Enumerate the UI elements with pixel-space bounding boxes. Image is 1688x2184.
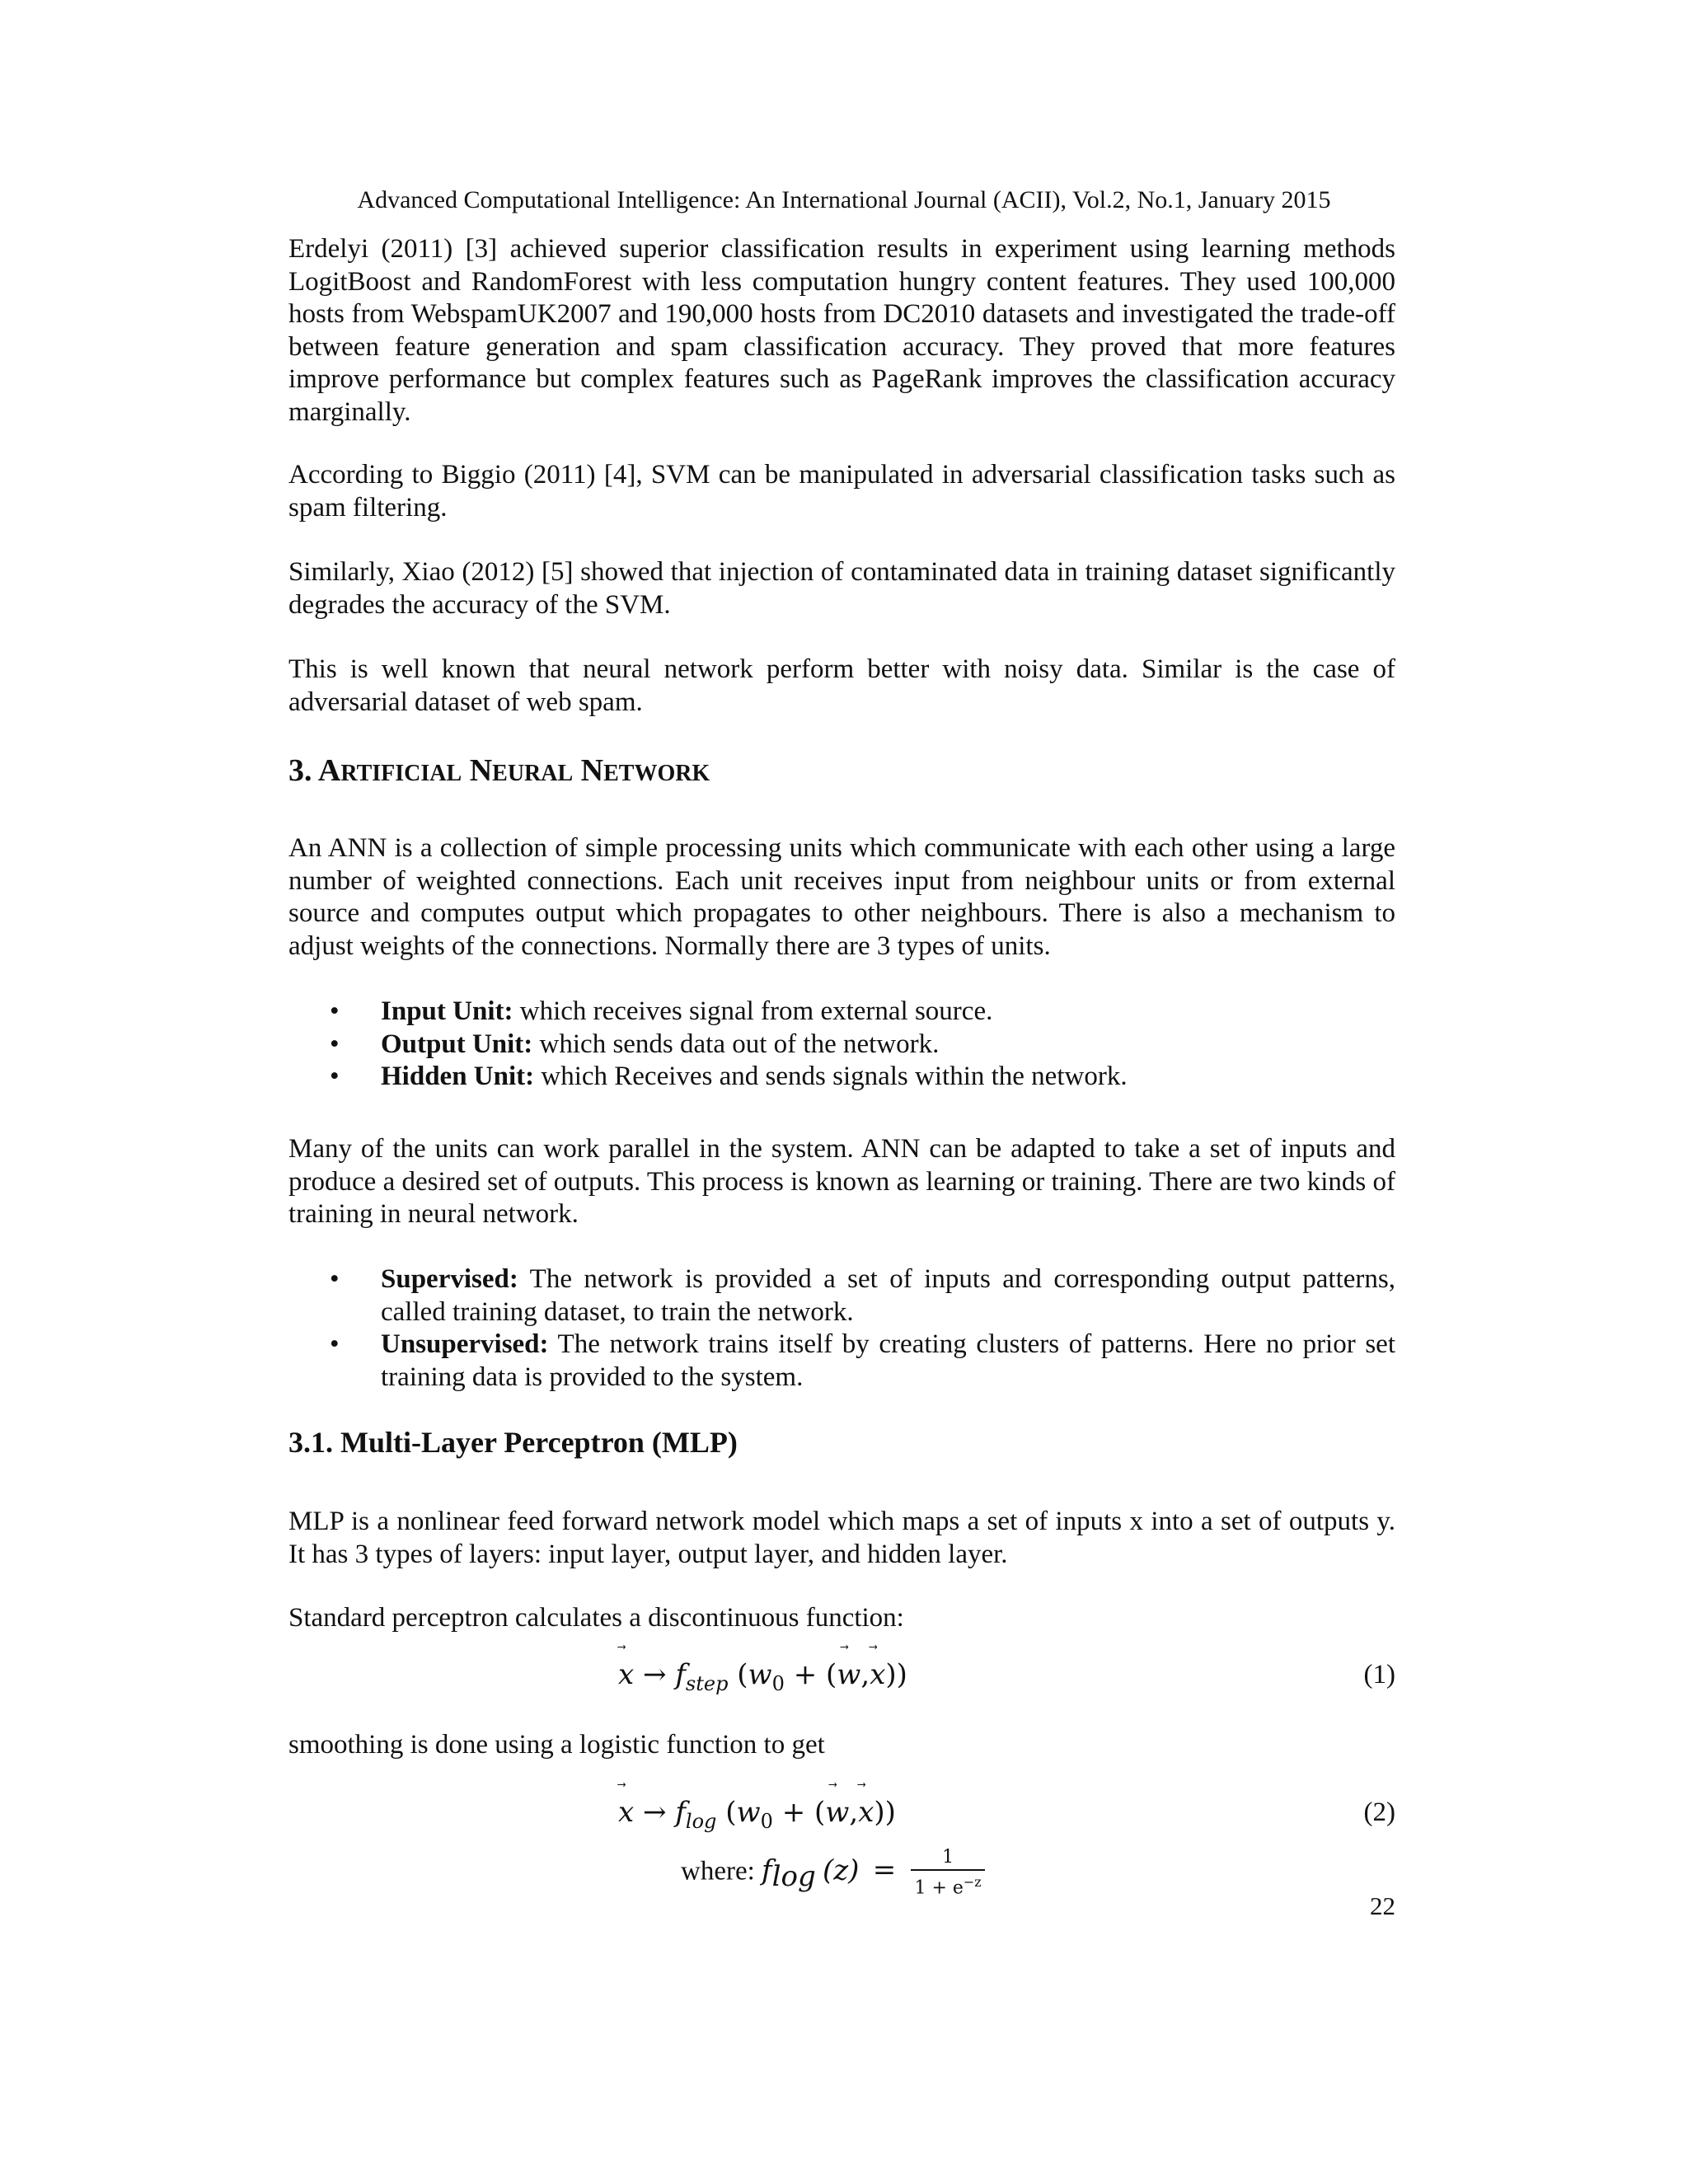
list-item-term: Output Unit: [381,1029,533,1059]
math-subscript: log [771,1859,816,1893]
list-item [288,1061,1395,1094]
math-symbol: x [618,1658,635,1691]
math-paren: )) [874,1796,896,1829]
vector-arrow-icon [837,1645,860,1663]
bullet-icon: • [330,1062,340,1091]
equation-2 [618,1794,896,1833]
list-item-description: which Receives and sends signals within the network. [534,1062,1128,1091]
heading-initial: N [469,753,493,788]
math-paren: ( [814,1796,826,1829]
math-paren: )) [885,1658,907,1691]
math-operator: + [781,1796,806,1829]
list-item [288,1329,1395,1394]
list-item-term: Hidden Unit: [381,1062,535,1091]
list-item-description: The network is provided a set of inputs and corresponding output patterns, called training dataset, to train the network. [381,1264,1395,1327]
vector-x [618,1794,634,1830]
math-comma: , [860,1658,870,1691]
fraction-numerator: 1 [911,1846,984,1871]
math-symbol: f [675,1658,686,1691]
math-symbol: f [762,1854,772,1887]
vector-x [618,1657,634,1693]
math-symbol: x [870,1658,886,1691]
math-comma: , [849,1796,859,1829]
paragraph-neural-noisy: This is well known that neural network perform better with noisy data. Similar is the case of adversarial dataset of web spam. [288,654,1395,717]
vector-arrow-icon [870,1645,885,1663]
heading-smallcaps: ETWORK [603,761,710,786]
bullet-icon: • [330,1264,340,1294]
fraction-denominator [911,1871,984,1900]
math-paren: ( [725,1796,737,1829]
math-operator: = [872,1854,897,1887]
math-symbol: w [736,1796,761,1829]
list-item-description: which receives signal from external source. [513,996,993,1026]
list-item-term: Unsupervised: [381,1329,549,1359]
bullet-icon: • [330,996,340,1026]
math-symbol: x [858,1796,874,1829]
heading-initial: A [317,753,341,788]
math-operator: → [643,1796,667,1829]
vector-arrow-icon [825,1783,849,1801]
heading-smallcaps: EURAL [492,761,574,786]
math-subscript: 0 [771,1672,785,1695]
running-header: Advanced Computational Intelligence: An International Journal (ACII), Vol.2, No.1, January 2015 [357,186,1331,213]
paragraph-ann-intro: An ANN is a collection of simple processing units which communicate with each other using a large number of weighted connections. Each unit receives input from neighbour units or from external source and computes output which propagates to other neighbours. There is also a mechanism to adjust weights of the connections. Normally there are 3 types of units. [288,833,1395,961]
equation-number-1: (1) [1363,1660,1395,1690]
paragraph-parallel-units: Many of the units can work parallel in the system. ANN can be adapted to take a set of inputs and produce a desired set of outputs. This process is known as learning or training. There are two kinds of training in neural network. [288,1134,1395,1229]
subsection-heading-mlp: 3.1. Multi-Layer Perceptron (MLP) [288,1426,738,1459]
math-symbol: w [837,1658,861,1691]
paragraph-standard-perceptron: Standard perceptron calculates a discontinuous function: [288,1603,904,1633]
paragraph-erdelyi: Erdelyi (2011) [3] achieved superior classification results in experiment using learning methods LogitBoost and RandomForest with less computation hungry content features. They used 100,000 hosts from WebspamUK2007 and 190,000 hosts from DC2010 datasets and investigated the trade-off between feature generation and spam classification accuracy. They proved that more features improve performance but complex features such as PageRank improves the classification accuracy marginally. [288,234,1395,427]
list-item [288,1263,1395,1329]
section-number: 3. [288,753,318,788]
training-kinds-list [288,1263,1395,1394]
math-subscript: 0 [760,1810,773,1833]
denominator-base: 1 + e [914,1877,964,1899]
math-symbol: x [618,1796,635,1829]
vector-x [858,1794,874,1830]
vector-w [825,1794,849,1830]
where-label: where: [681,1856,755,1886]
list-item [288,1029,1395,1062]
denominator-exponent: −z [963,1874,982,1890]
paragraph-xiao: Similarly, Xiao (2012) [5] showed that injection of contaminated data in training dataset significantly degrades the accuracy of the SVM. [288,557,1395,620]
math-paren: ( [826,1658,837,1691]
bullet-icon: • [330,1329,340,1359]
math-symbol: w [748,1658,772,1691]
math-subscript: step [685,1672,729,1695]
list-item-term: Input Unit: [381,996,513,1026]
logistic-fraction [911,1846,984,1900]
page-number: 22 [1370,1891,1395,1920]
vector-arrow-icon [618,1783,634,1801]
logistic-function-definition [681,1846,985,1900]
list-item [288,996,1395,1029]
heading-smallcaps: RTIFICIAL [340,761,462,786]
section-heading-ann [288,752,710,792]
bullet-icon: • [330,1029,340,1059]
vector-x [870,1657,885,1693]
math-paren: ( [737,1658,748,1691]
paragraph-biggio: According to Biggio (2011) [4], SVM can be manipulated in adversarial classification tasks such as spam filtering. [288,460,1395,523]
math-symbol: f [675,1796,686,1829]
math-operator: → [643,1658,667,1691]
math-argument: (z) [823,1854,860,1887]
vector-w [837,1657,860,1693]
equation-number-2: (2) [1363,1797,1395,1827]
list-item-description: which sends data out of the network. [532,1029,940,1059]
paragraph-smoothing: smoothing is done using a logistic function to get [288,1730,825,1760]
math-operator: + [793,1658,818,1691]
math-subscript: log [685,1810,717,1833]
equation-1 [618,1657,907,1693]
paragraph-mlp-definition: MLP is a nonlinear feed forward network model which maps a set of inputs x into a set of outputs y. It has 3 types of layers: input layer, output layer, and hidden layer. [288,1507,1395,1569]
math-symbol: w [825,1796,850,1829]
list-item-description: The network trains itself by creating clusters of patterns. Here no prior set training data is provided to the system. [381,1329,1395,1392]
heading-initial: N [580,753,604,788]
vector-arrow-icon [858,1783,874,1801]
vector-arrow-icon [618,1645,634,1663]
list-item-term: Supervised: [381,1264,518,1294]
unit-types-list [288,996,1395,1094]
